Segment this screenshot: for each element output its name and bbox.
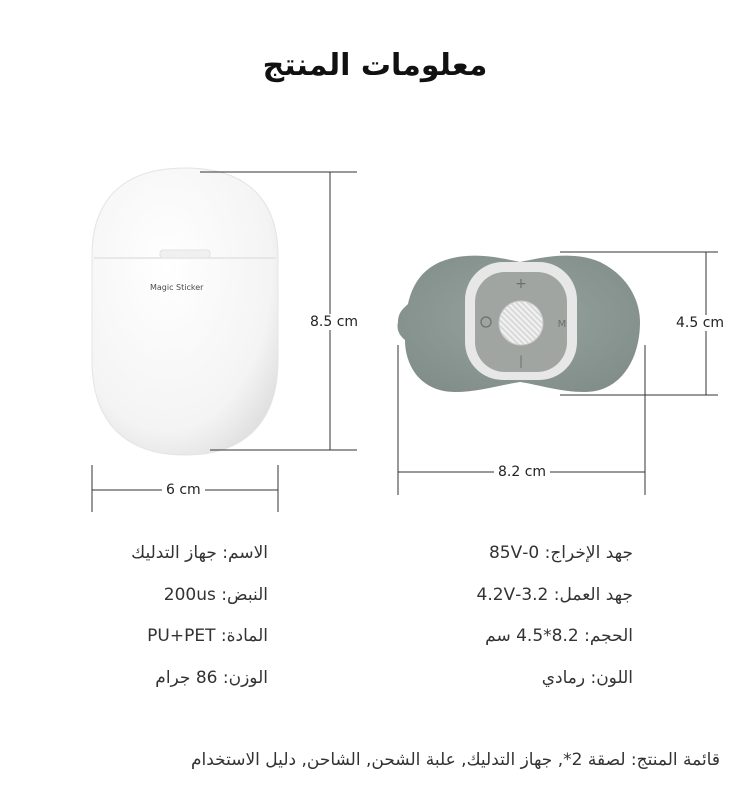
spec-output-voltage: جهد الإخراج: 0-85V bbox=[488, 543, 633, 563]
spec-pulse: النبض: 200us bbox=[163, 585, 268, 605]
case-width-label: 6 cm bbox=[162, 482, 205, 498]
svg-text:+: + bbox=[515, 276, 527, 292]
pad-width-label: 8.2 cm bbox=[494, 464, 550, 480]
spec-weight: الوزن: 86 جرام bbox=[155, 668, 268, 688]
svg-text:|: | bbox=[518, 354, 524, 368]
svg-text:M: M bbox=[557, 319, 567, 330]
spec-color: اللون: رمادي bbox=[541, 668, 633, 688]
massage-pad bbox=[397, 256, 640, 392]
pad-height-label: 4.5 cm bbox=[672, 315, 728, 331]
case-brand-label: Magic Sticker bbox=[150, 283, 204, 292]
package-list: قائمة المنتج: لصقة 2*, جهاز التدليك, علبة الشحن, الشاحن, دليل الاستخدام bbox=[190, 750, 720, 770]
charging-case bbox=[92, 168, 278, 455]
page-title: معلومات المنتج bbox=[262, 48, 488, 83]
spec-size: الحجم: 8.2*4.5 سم bbox=[485, 626, 633, 646]
spec-working-voltage: جهد العمل: 3.2-4.2V bbox=[476, 585, 633, 605]
spec-name: الاسم: جهاز التدليك bbox=[131, 543, 268, 563]
spec-material: المادة: PU+PET bbox=[147, 626, 268, 646]
case-height-label: 8.5 cm bbox=[306, 314, 362, 330]
